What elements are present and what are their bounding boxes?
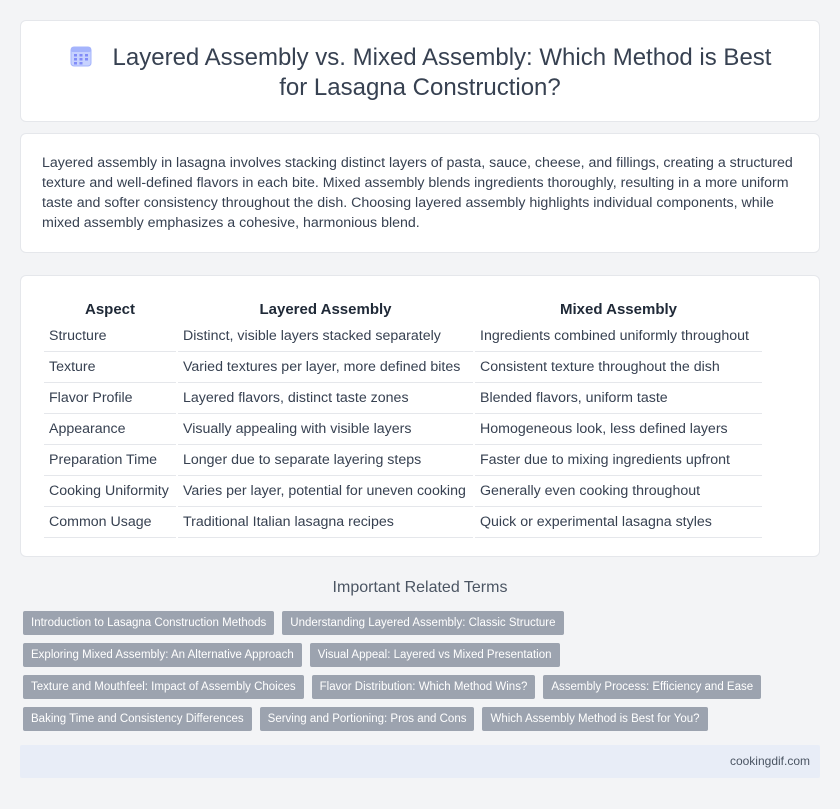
table-cell: Blended flavors, uniform taste (475, 383, 762, 414)
calendar-icon (69, 44, 93, 68)
related-term-tag[interactable]: Flavor Distribution: Which Method Wins? (312, 675, 536, 699)
related-term-tag[interactable]: Visual Appeal: Layered vs Mixed Presentation (310, 643, 560, 667)
table-cell: Appearance (44, 414, 176, 445)
page-title (21, 43, 819, 103)
related-term-tag[interactable]: Baking Time and Consistency Differences (23, 707, 252, 731)
table-row (44, 476, 762, 507)
tag-row (23, 675, 761, 699)
title-card (20, 20, 820, 122)
table-header-cell: Aspect (84, 301, 136, 318)
footer-site-link[interactable]: cookingdif.com (729, 754, 810, 768)
table-cell: Faster due to mixing ingredients upfront (475, 445, 762, 476)
table-row (44, 507, 762, 538)
table-cell: Distinct, visible layers stacked separately (178, 321, 473, 352)
table-header-cell: Mixed Assembly (560, 301, 677, 318)
table-header-row (44, 296, 762, 321)
footer (20, 745, 820, 778)
table-cell: Preparation Time (44, 445, 176, 476)
table-cell: Ingredients combined uniformly throughout (475, 321, 762, 352)
table-cell: Homogeneous look, less defined layers (475, 414, 762, 445)
tag-row (23, 643, 560, 667)
table-cell: Consistent texture throughout the dish (475, 352, 762, 383)
tag-row (23, 707, 708, 731)
table-cell: Texture (44, 352, 176, 383)
comparison-card (20, 275, 820, 557)
table-row (44, 352, 762, 383)
related-term-tag[interactable]: Assembly Process: Efficiency and Ease (543, 675, 761, 699)
table-cell: Structure (44, 321, 176, 352)
table-header-cell: Layered Assembly (259, 301, 392, 318)
table-row (44, 414, 762, 445)
related-term-tag[interactable]: Introduction to Lasagna Construction Methods (23, 611, 274, 635)
table-cell: Common Usage (44, 507, 176, 538)
table-cell: Traditional Italian lasagna recipes (178, 507, 473, 538)
related-terms-title: Important Related Terms (332, 579, 508, 596)
table-cell: Varied textures per layer, more defined bites (178, 352, 473, 383)
tag-row (23, 611, 564, 635)
table-cell: Cooking Uniformity (44, 476, 176, 507)
related-term-tag[interactable]: Understanding Layered Assembly: Classic Structure (282, 611, 563, 635)
table-cell: Visually appealing with visible layers (178, 414, 473, 445)
table-cell: Quick or experimental lasagna styles (475, 507, 762, 538)
related-term-tag[interactable]: Serving and Portioning: Pros and Cons (260, 707, 475, 731)
table-cell: Generally even cooking throughout (475, 476, 762, 507)
table-row (44, 383, 762, 414)
related-term-tag[interactable]: Texture and Mouthfeel: Impact of Assembly Choices (23, 675, 304, 699)
page-title-text: Layered Assembly vs. Mixed Assembly: Which Method is Best for Lasagna Construction? (112, 44, 772, 101)
intro-paragraph: Layered assembly in lasagna involves stacking distinct layers of pasta, sauce, cheese, and fillings, creating a structured texture and well-defined flavors in each bite. Mixed assembly blends ingredients thoroughly, resulting in a more uniform taste and softer consistency throughout the dish. Choosing layered assembly highlights individual components, while mixed assembly emphasizes a cohesive, harmonious blend. (42, 155, 793, 231)
table-cell: Longer due to separate layering steps (178, 445, 473, 476)
table-row (44, 445, 762, 476)
table-cell: Varies per layer, potential for uneven cooking (178, 476, 473, 507)
related-term-tag[interactable]: Which Assembly Method is Best for You? (482, 707, 707, 731)
comparison-table (42, 296, 764, 538)
table-cell: Flavor Profile (44, 383, 176, 414)
related-term-tag[interactable]: Exploring Mixed Assembly: An Alternative Approach (23, 643, 302, 667)
table-row (44, 321, 762, 352)
table-cell: Layered flavors, distinct taste zones (178, 383, 473, 414)
intro-card (20, 133, 820, 253)
